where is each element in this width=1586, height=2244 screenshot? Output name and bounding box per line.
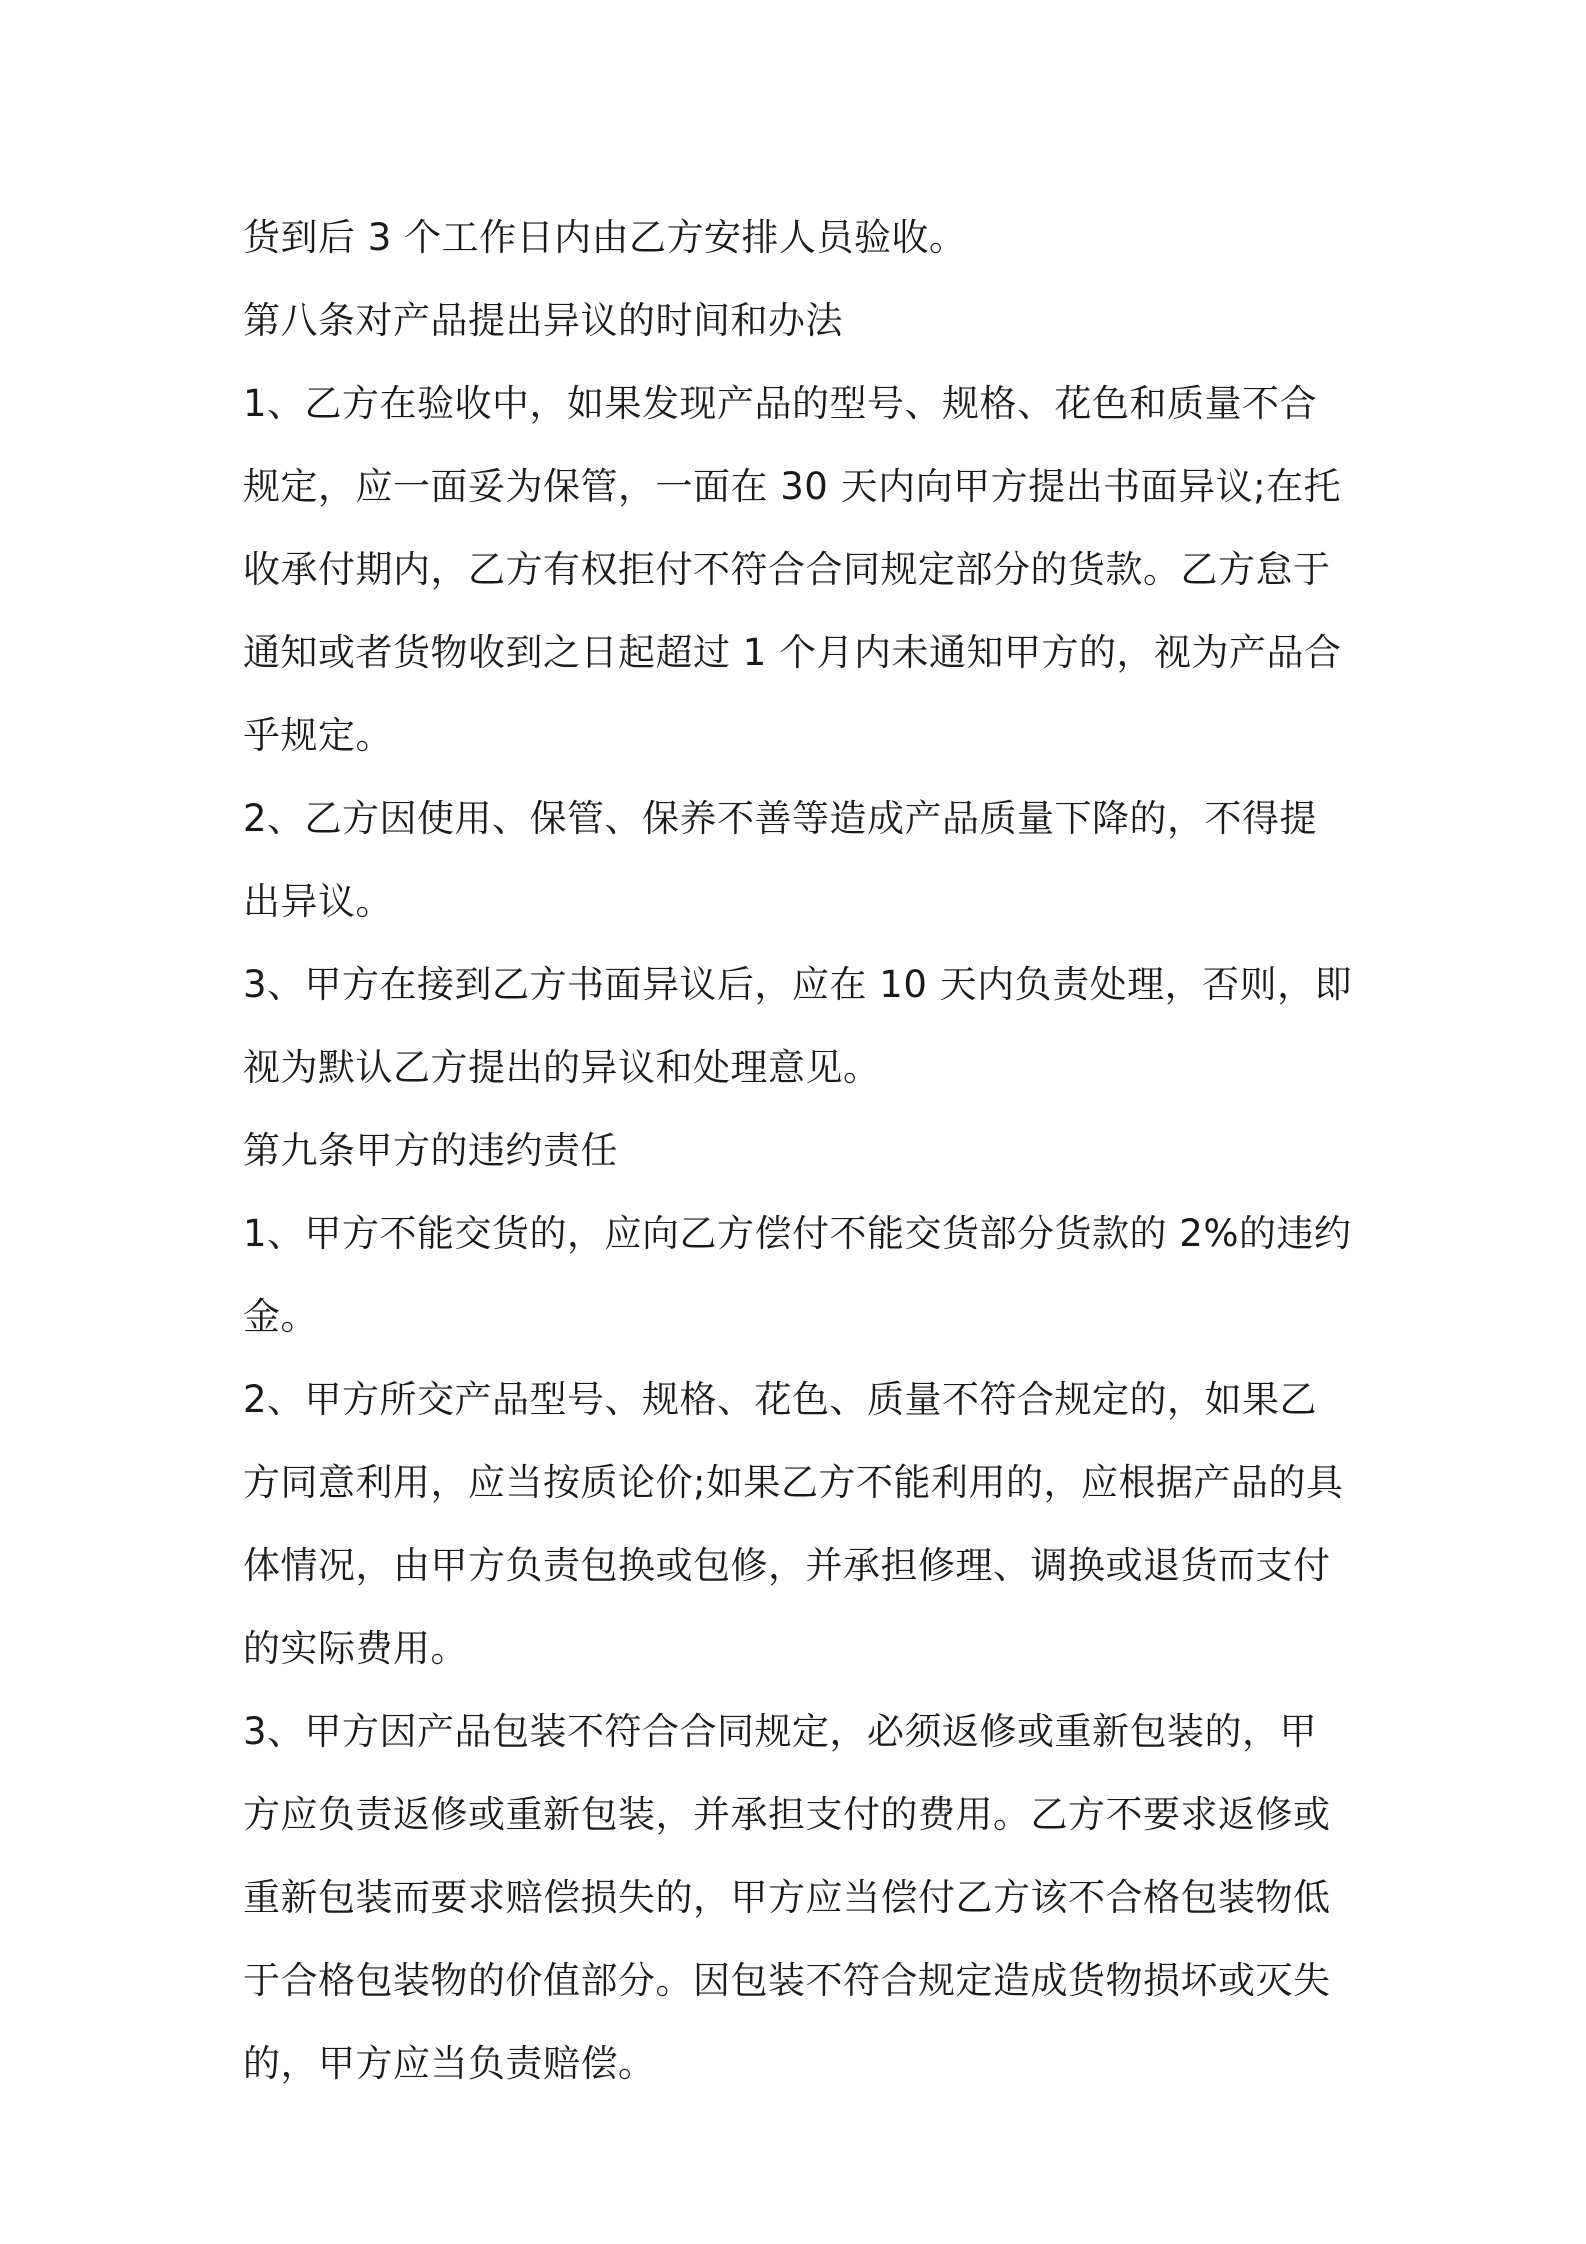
section-heading-article-8: 第八条对产品提出异议的时间和办法 (243, 299, 843, 342)
paragraph-delivery-acceptance: 货到后 3 个工作日内由乙方安排人员验收。 (243, 216, 967, 259)
section-heading-article-9: 第九条甲方的违约责任 (243, 1129, 618, 1172)
paragraph-article-9-item-3: 3、甲方因产品包装不符合合同规定，必须返修或重新包装的，甲方应负责返修或重新包装，并承担支付的费用。乙方不要求返修或重新包装而要求赔偿损失的，甲方应当偿付乙方该不合格包装物低于合格包装物的价值部分。因包装不符合规定造成货物损坏或灭失的，甲方应当负责赔偿。 (243, 1710, 1331, 2085)
paragraph-article-8-item-3: 3、甲方在接到乙方书面异议后，应在 10 天内负责处理，否则，即视为默认乙方提出的异议和处理意见。 (243, 963, 1353, 1089)
document-body (243, 196, 1353, 2105)
paragraph-article-8-item-2: 2、乙方因使用、保管、保养不善等造成产品质量下降的，不得提出异议。 (243, 797, 1318, 923)
paragraph-article-8-item-1: 1、乙方在验收中，如果发现产品的型号、规格、花色和质量不合规定，应一面妥为保管，一面在 30 天内向甲方提出书面异议;在托收承付期内，乙方有权拒付不符合合同规定部分的货款。乙方怠于通知或者货物收到之日起超过 1 个月内未通知甲方的，视为产品合乎规定。 (243, 382, 1342, 757)
paragraph-article-9-item-2: 2、甲方所交产品型号、规格、花色、质量不符合规定的，如果乙方同意利用，应当按质论价;如果乙方不能利用的，应根据产品的具体情况，由甲方负责包换或包修，并承担修理、调换或退货而支付的实际费用。 (243, 1378, 1344, 1670)
paragraph-article-9-item-1: 1、甲方不能交货的，应向乙方偿付不能交货部分货款的 2%的违约金。 (243, 1212, 1352, 1338)
